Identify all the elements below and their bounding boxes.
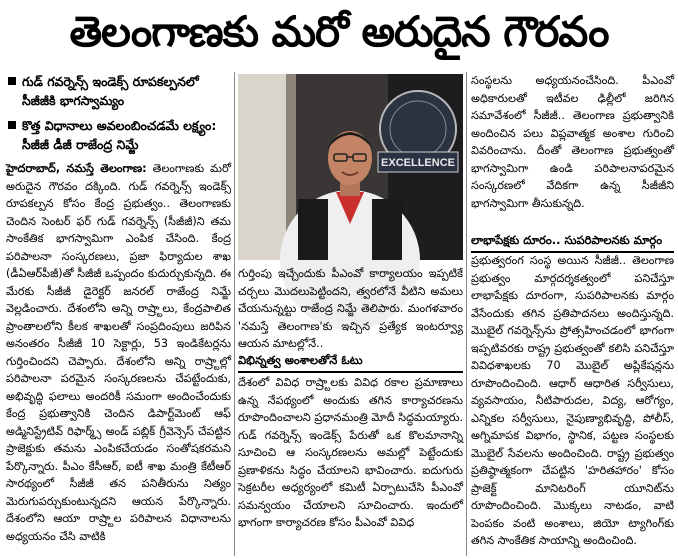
banner-text: EXCELLENCE (381, 157, 455, 169)
subhead-2 (6, 116, 232, 154)
subhead-2-text: కొత్త విధానాలు అవలంబించడమే లక్ష్యం: సీజీజీ డీజీ రాజేంద్ర నిమ్జే (22, 118, 217, 152)
column-divider (466, 72, 467, 556)
subhead-1 (6, 72, 232, 110)
person-illustration (238, 74, 463, 260)
dateline: హైదరాబాద్‌, నమస్తే తెలంగాణ: (6, 162, 147, 175)
section-2-body: ప్రభుత్వరంగ సంస్థ అయిన సీజీజీ.. తెలంగాణ ప్రభుత్వం మార్గదర్శకత్వంలో పనిచేస్తూ లాభాపేక్షకు దూరంగా, సుపరిపాలనకు మార్గం వేసేందుకు తగిన ప్రతిపాదనలు అందిస్తున్నది. మొబైల్‌ గవర్నెన్స్‌ను ప్రోత్సహించడంలో భాగంగా ఇప్పటివరకు రాష్ట్ర ప్రభుత్వంతో కలిసి పనిచేస్తూ వివిధశాఖలకు 70 మొబైల్‌ అప్లికేషన్లను రూపొందించింది. ఆధార్‌ ఆధారిత సర్వీసులు, వ్యవసాయం, నీటిపారుదల, విద్య, ఆరోగ్యం, ఎన్నికల సర్వీసులు, నైపుణ్యాభివృద్ధి, పోలీస్‌, అగ్నిమాపక విభాగం, స్థానిక, పట్టణ సంస్థలకు మొబైల్‌ సేవలను అందించింది. రాష్ట్ర ప్రభుత్వం ప్రతిష్ఠాత్మకంగా చేపట్టిన 'హరితహారం' కోసం ప్రాజెక్ట్‌ మానిటరింగ్‌ యూనిట్‌ను రూపొందించింది. మొక్కలు నాటడం, వాటి పెంపకం వంటి అంశాలు, జియో ట్యాగింగ్‌కు తగిన సాంకేతిక సాయాన్ని అందించింది. (471, 254, 674, 547)
page-headline: తెలంగాణకు మరో అరుదైన గౌరవం (69, 7, 609, 56)
portrait-photo (238, 74, 463, 260)
section-1-body: దేశంలో వివిధ రాష్ర్టాలకు వివిధ రకాల ప్రమాణాలు ఉన్న నేపథ్యంలో అందుకు తగిన కార్యాచరణను రూపొందించాలని ప్రధానమంత్రి మోదీ సిద్ధమయ్యారు. గుడ్‌ గవర్నెన్స్‌ ఇండెక్స్‌ పేరుతో ఒక కొలమానాన్ని సూచించి ఆ సంస్కరణలను అమల్లో పెట్టేందుకు ప్రణాళికను సిద్ధం చేయాలని భావించారు. ఐదుగురు సెక్రటరీల అధ్యర్యంలో కమిటీ ఏర్పాటుచేసి పీఎంవో సమన్వయం చేయాలని సూచించారు. ఇందులో భాగంగా కార్యాచరణ కోసం పీఎంవో వివిధ (238, 376, 463, 529)
square-bullet-icon (8, 77, 16, 85)
section-heading-2: లాభాపేక్షకు దూరం.. సుపరిపాలనకు మార్గం (471, 232, 674, 253)
section-heading-1: విభిన్నత్వ అంశాలతోనే ఓటు (238, 352, 463, 373)
article-column-1 (6, 160, 231, 556)
square-bullet-icon (8, 121, 16, 129)
subheads-block (6, 72, 232, 160)
subhead-1-text: గుడ్‌ గవర్నెన్స్‌ ఇండెక్స్‌ రూపకల్పనలో సీజీజీకి భాగస్వామ్యం (22, 74, 199, 108)
column-1-body: తెలంగాణకు మరో అరుదైన గౌరవం దక్కింది. గుడ్‌ గవర్నెన్స్‌ ఇండెక్స్‌ రూపకల్పన కోసం కేంద్ర ప్రభుత్వం.. తెలంగాణకు చెందిన సెంటర్‌ ఫర్‌ గుడ్‌ గవర్నెన్స్‌ (సీజీజీ)ని తమ సాంకేతిక భాగస్వామిగా ఎంపిక చేసింది. కేంద్ర పరిపాలనా సంస్కరణలు, ప్రజా ఫిర్యాదుల శాఖ (డీఏఆర్‌పీజీ)తో సీజీజీ ఒప్పందం కుదుర్చుకున్నది. ఈ మేరకు సీజీజీ డైరెక్టర్‌ జనరల్‌ రాజేంద్ర నిమ్జే వెల్లడించారు. దేశంలోని అన్ని రాష్ర్టాలు, కేంద్రపాలిత ప్రాంతాలలోని కీలక శాఖలతో సంప్రదింపులు జరిపిన అనంతరం సీజీజీ 10 సెక్టార్లు, 53 ఇండికేటర్లను గుర్తించిందని చెప్పారు. దేశంలోని అన్ని రాష్ర్టాల్లో పరిపాలనా పరమైన సంస్కరణలను చేపట్టేందుకు, అభివృద్ధి ఫలాలు అందరికీ సమంగా అందించేందుకు కేంద్ర ప్రభుత్వానికి చెందిన డిపార్ట్‌మెంట్‌ ఆఫ్‌ అడ్మినిస్ట్రేటివ్‌ రిఫార్మ్స్‌ అండ్‌ పబ్లిక్‌ గ్రీవెన్సెస్‌ చేపట్టిన ప్రాజెక్టుకు తమను ఎంపికచేయడం సంతోషకరమని పేర్కొన్నారు. పీఎం కేసీఆర్‌, ఐటీ శాఖ మంత్రి కేటీఆర్‌ సారథ్యంలో సీజీజీ తన పనితీరును నిత్యం మెరుగుపర్చుకుంటున్నదని ఆయన పేర్కొన్నారు. దేశంలోని ఆయా రాష్ర్టాల పరిపాలన విధానాలను అధ్యయనం చేసి వాటికి (6, 162, 231, 543)
article-column-3-top: సంస్థలను అధ్యయనంచేసింది. పీఎంవో అధికారులతో ఇటీవల ఢిల్లీలో జరిగిన సమావేశంలో సీజీజీ.. తెలంగాణ ప్రభుత్వానికి అందించిన పలు విప్లవాత్మక అంశాల గురించి వివరించాను. దీంతో తెలంగాణ ప్రభుత్వంతో భాగస్వామిగా ఉండి పరిపాలనాపరమైన సంస్కరణలో వేదికగా ఉన్న సీజీజీని భాగస్వామిగా తీసుకున్నది. (471, 74, 674, 210)
article-column-2-top: గుర్తింపు ఇచ్చేందుకు పీఎంవో కార్యాలయం ఇప్పటికే చర్చలు మొదలుపెట్టిందని, త్వరలోనే వీటిని అమలు చేయనున్నట్టు రాజేంద్ర నిమ్జే తెలిపారు. మంగళవారం 'నమస్తే తెలంగాణ'కు ఇచ్చిన ప్రత్యేక ఇంటర్వ్యూ ఆయన మాటల్లోనే.. (238, 267, 463, 350)
column-divider (234, 72, 235, 556)
